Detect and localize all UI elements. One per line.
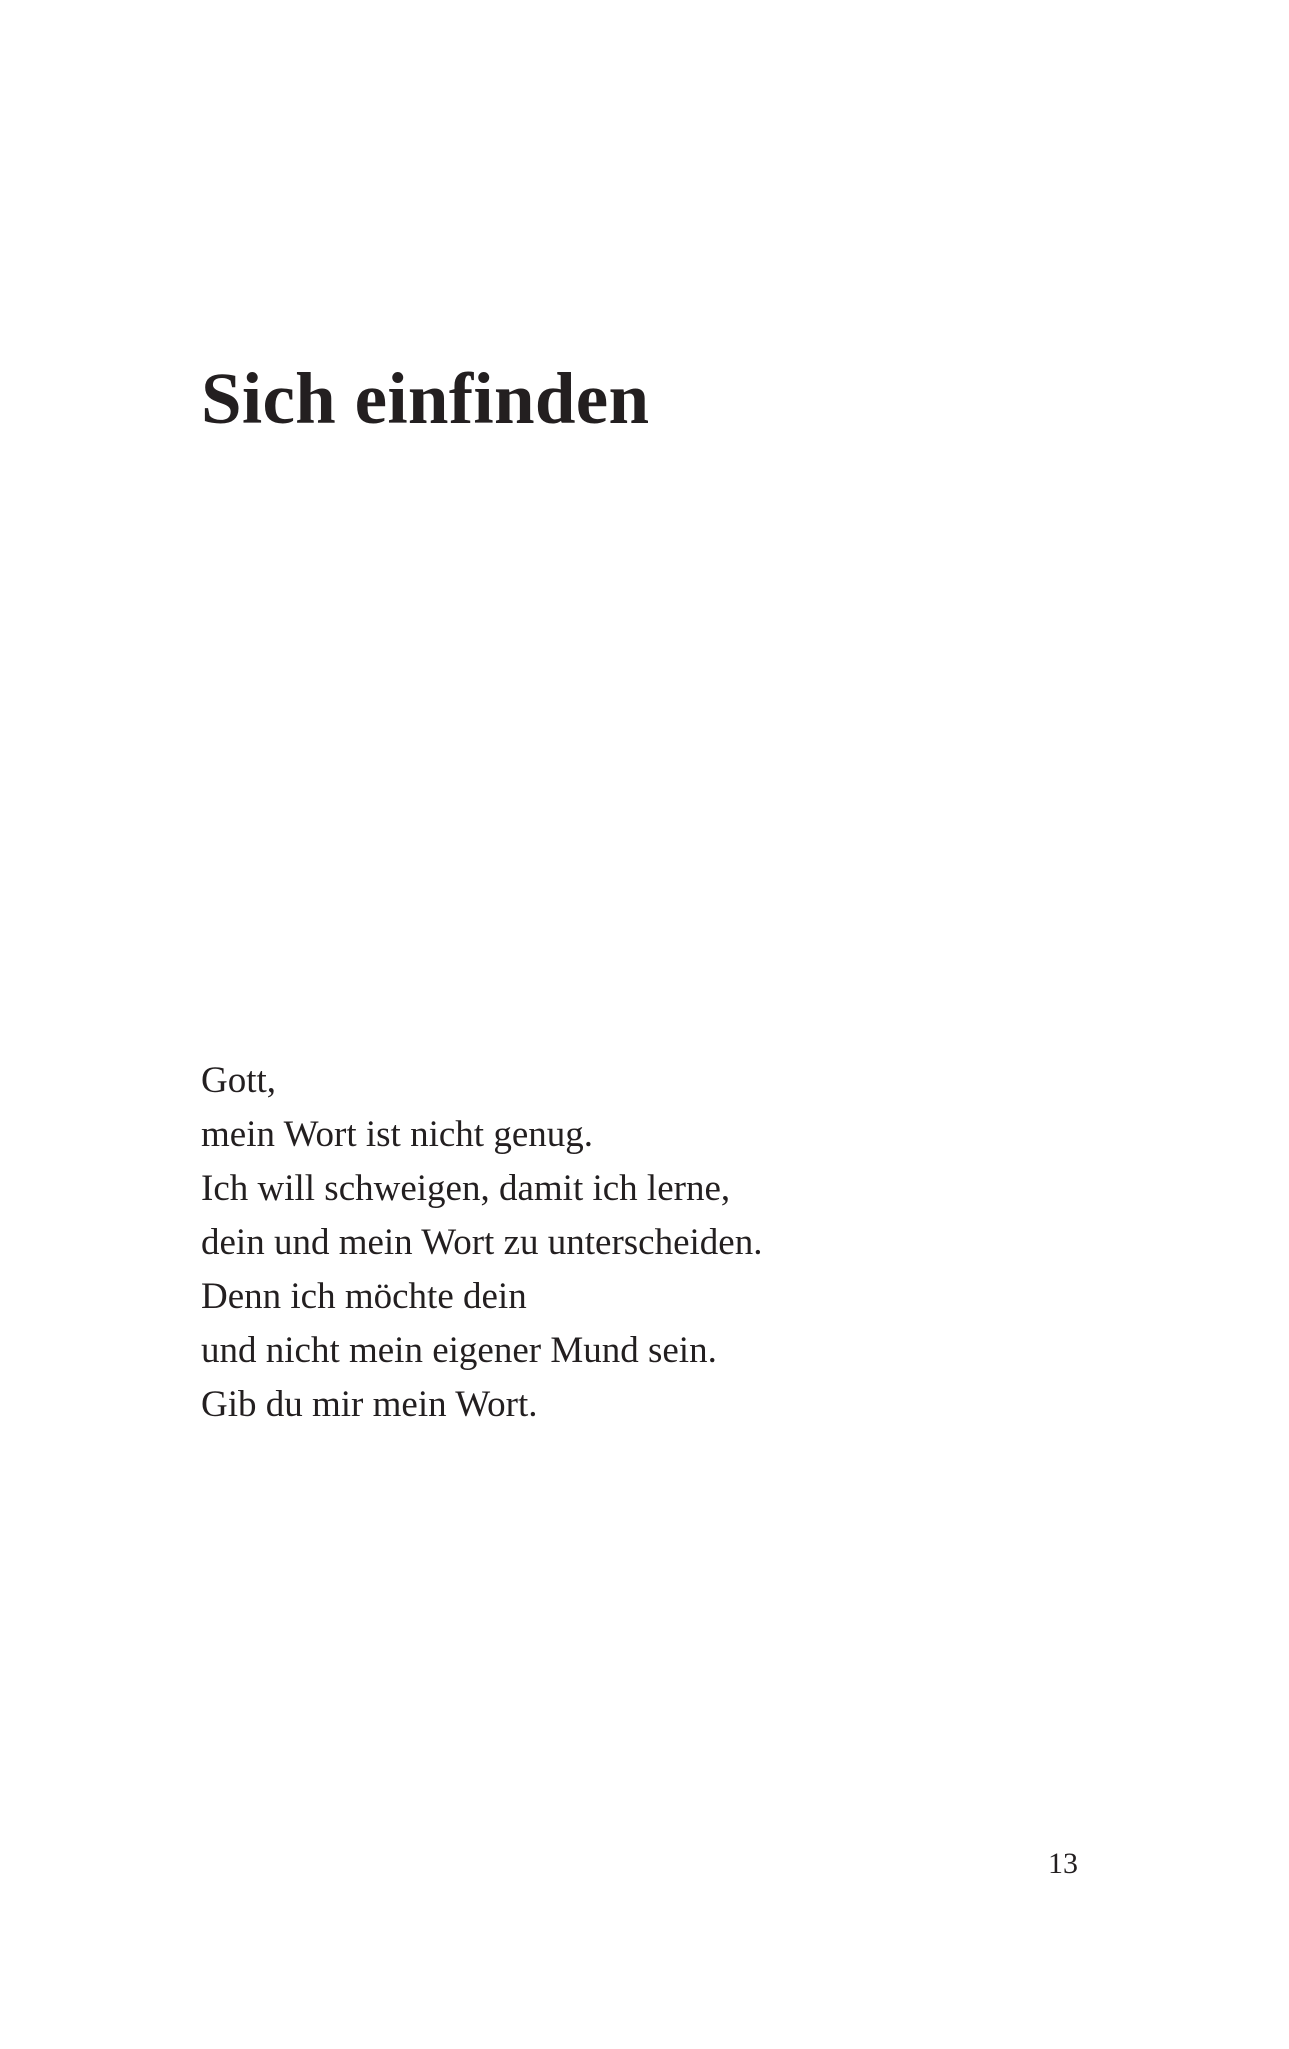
chapter-title: Sich einfinden	[201, 358, 650, 439]
poem-line: dein und mein Wort zu unterscheiden.	[201, 1222, 763, 1263]
poem-line: Denn ich möchte dein	[201, 1276, 527, 1317]
poem-line: Gib du mir mein Wort.	[201, 1384, 538, 1425]
poem-line: und nicht mein eigener Mund sein.	[201, 1330, 717, 1371]
poem	[201, 1054, 762, 1432]
poem-line: Ich will schweigen, damit ich lerne,	[201, 1168, 731, 1209]
page-number: 13	[1048, 1847, 1078, 1880]
poem-line: Gott,	[201, 1060, 277, 1101]
poem-line: mein Wort ist nicht genug.	[201, 1114, 593, 1155]
